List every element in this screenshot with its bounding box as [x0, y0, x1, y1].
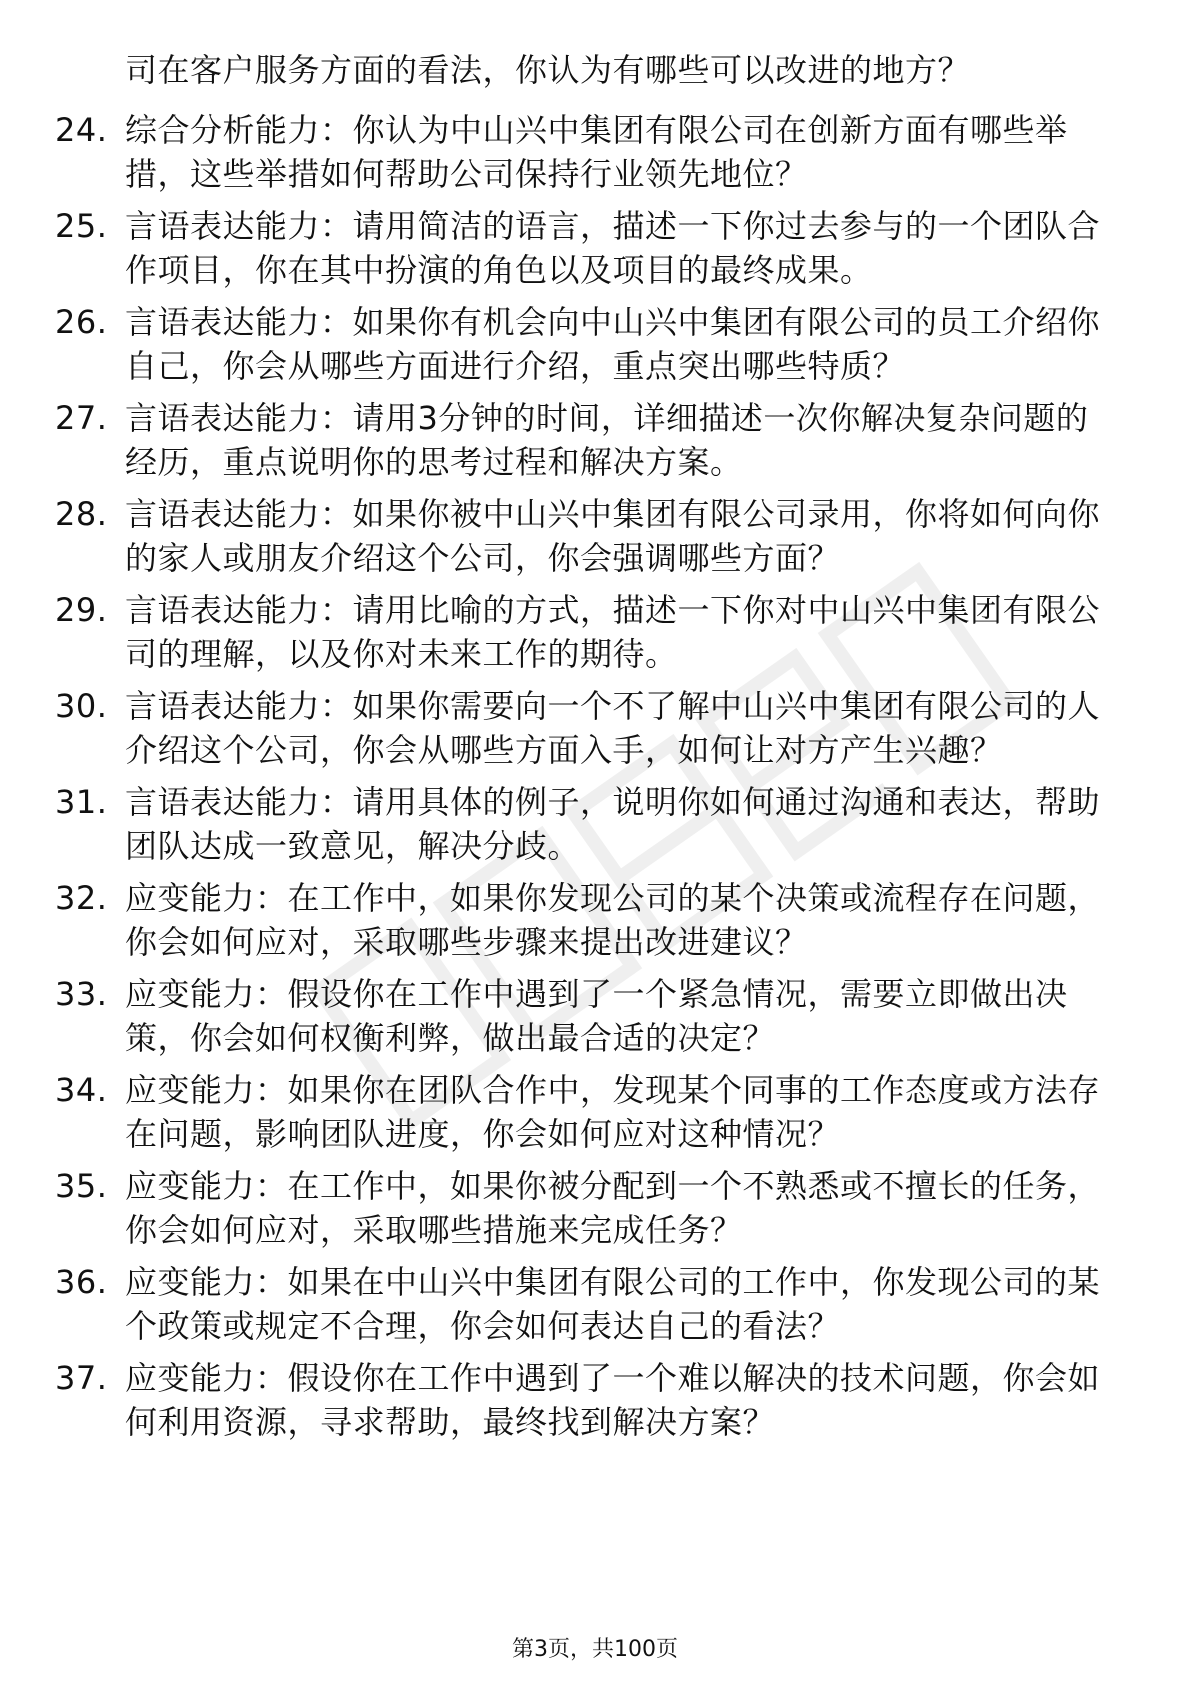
question-number: 29. — [55, 591, 108, 629]
continued-question-text: 司在客户服务方面的看法，你认为有哪些可以改进的地方？ — [125, 51, 971, 89]
question-text: 言语表达能力：请用3分钟的时间，详细描述一次你解决复杂问题的经历，重点说明你的思考过程和解决方案。 — [125, 399, 1089, 481]
question-item — [0, 972, 1190, 1060]
question-text: 言语表达能力：请用具体的例子，说明你如何通过沟通和表达，帮助团队达成一致意见，解决分歧。 — [125, 783, 1101, 865]
question-item — [0, 492, 1190, 580]
question-text: 言语表达能力：请用简洁的语言，描述一下你过去参与的一个团队合作项目，你在其中扮演的角色以及项目的最终成果。 — [125, 207, 1101, 289]
question-number: 30. — [55, 687, 108, 725]
question-text: 综合分析能力：你认为中山兴中集团有限公司在创新方面有哪些举措，这些举措如何帮助公司保持行业领先地位？ — [125, 111, 1068, 193]
question-text: 应变能力：假设你在工作中遇到了一个紧急情况，需要立即做出决策，你会如何权衡利弊，做出最合适的决定？ — [125, 975, 1068, 1057]
question-item — [0, 684, 1190, 772]
question-number: 31. — [55, 783, 108, 821]
question-text: 言语表达能力：请用比喻的方式，描述一下你对中山兴中集团有限公司的理解，以及你对未来工作的期待。 — [125, 591, 1101, 673]
question-text: 言语表达能力：如果你有机会向中山兴中集团有限公司的员工介绍你自己，你会从哪些方面进行介绍，重点突出哪些特质？ — [125, 303, 1101, 385]
question-item — [0, 108, 1190, 196]
question-item — [0, 1356, 1190, 1444]
question-number: 37. — [55, 1359, 108, 1397]
question-item — [0, 588, 1190, 676]
question-number: 25. — [55, 207, 108, 245]
question-text: 应变能力：在工作中，如果你被分配到一个不熟悉或不擅长的任务，你会如何应对，采取哪些措施来完成任务？ — [125, 1167, 1101, 1249]
question-item — [0, 876, 1190, 964]
question-item — [0, 1164, 1190, 1252]
question-item — [0, 780, 1190, 868]
question-number: 35. — [55, 1167, 108, 1205]
question-item — [0, 204, 1190, 292]
question-number: 26. — [55, 303, 108, 341]
question-number: 34. — [55, 1071, 108, 1109]
page-footer: 第3页，共100页 — [512, 1637, 678, 1662]
question-text: 应变能力：假设你在工作中遇到了一个难以解决的技术问题，你会如何利用资源，寻求帮助，最终找到解决方案？ — [125, 1359, 1101, 1441]
question-list — [0, 108, 1190, 1452]
question-number: 28. — [55, 495, 108, 533]
question-text: 言语表达能力：如果你被中山兴中集团有限公司录用，你将如何向你的家人或朋友介绍这个公司，你会强调哪些方面？ — [125, 495, 1101, 577]
question-item — [0, 1260, 1190, 1348]
question-text: 言语表达能力：如果你需要向一个不了解中山兴中集团有限公司的人介绍这个公司，你会从哪些方面入手，如何让对方产生兴趣？ — [125, 687, 1101, 769]
question-text: 应变能力：如果在中山兴中集团有限公司的工作中，你发现公司的某个政策或规定不合理，你会如何表达自己的看法？ — [125, 1263, 1101, 1345]
question-item — [0, 300, 1190, 388]
question-item — [0, 396, 1190, 484]
question-text: 应变能力：在工作中，如果你发现公司的某个决策或流程存在问题，你会如何应对，采取哪些步骤来提出改进建议？ — [125, 879, 1101, 961]
question-number: 32. — [55, 879, 108, 917]
question-number: 33. — [55, 975, 108, 1013]
question-text: 应变能力：如果你在团队合作中，发现某个同事的工作态度或方法存在问题，影响团队进度，你会如何应对这种情况？ — [125, 1071, 1101, 1153]
question-number: 36. — [55, 1263, 108, 1301]
question-number: 27. — [55, 399, 108, 437]
question-number: 24. — [55, 111, 108, 149]
question-item — [0, 1068, 1190, 1156]
